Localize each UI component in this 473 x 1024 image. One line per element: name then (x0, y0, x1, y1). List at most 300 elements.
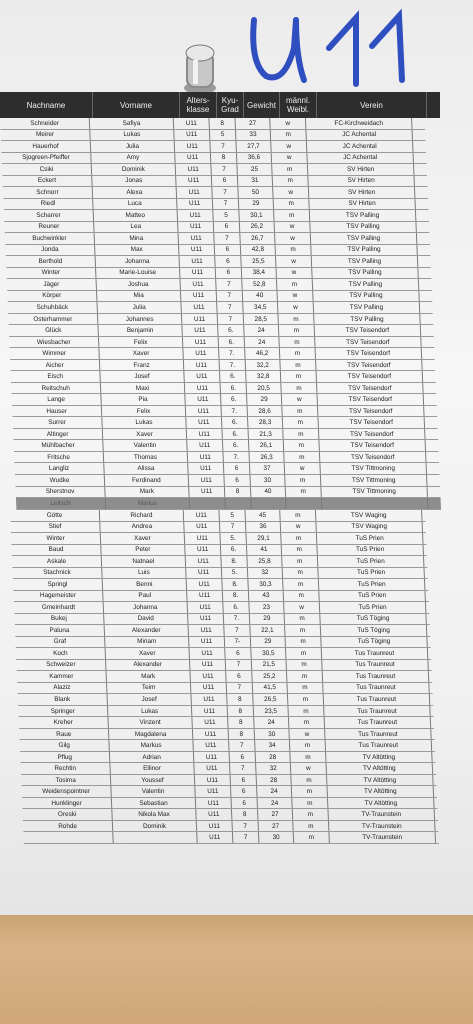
table-row (2, 164, 427, 176)
cell-nachname: Reuner (4, 222, 94, 233)
cell-gewicht: 40 (251, 487, 286, 498)
cell-vorname: Nikola Max (112, 809, 196, 820)
cell-altersklasse: U11 (185, 394, 221, 405)
cell-gewicht: 41,5 (253, 682, 288, 693)
cell-kyu-grad: 6. (223, 440, 249, 451)
cell-kyu-grad: 7 (229, 740, 255, 751)
cell-kyu-grad: 6 (225, 648, 251, 659)
cell-gewicht: 23 (249, 602, 284, 613)
cell-nachname: Aicher (10, 360, 100, 371)
table-row (0, 118, 425, 130)
cell-vorname: Benni (103, 579, 187, 590)
table-row (8, 302, 433, 314)
table-row (4, 210, 429, 222)
cell-verein: TSV Teisendorf (319, 440, 426, 451)
table-row (24, 832, 439, 844)
cell-geschlecht: m (287, 682, 323, 693)
cell-nachname: Wudke (15, 475, 105, 486)
cell-altersklasse: U11 (193, 728, 229, 739)
cell-gewicht: 30 (255, 728, 290, 739)
table-row (19, 717, 434, 729)
table-row (22, 786, 437, 798)
table-row (17, 671, 432, 683)
cell-kyu-grad: 7 (218, 314, 244, 325)
cell-vorname: David (104, 613, 188, 624)
cell-vorname: Adrian (110, 751, 194, 762)
cell-geschlecht: w (275, 222, 311, 233)
cell-kyu-grad: 5 (210, 130, 236, 141)
cell-altersklasse: U11 (187, 590, 223, 601)
cell-altersklasse: U11 (188, 463, 224, 474)
cell-vorname: Mia (97, 291, 181, 302)
cell-nachname: Oreski (23, 809, 113, 820)
table-body-continued (10, 510, 439, 844)
cell-altersklasse: U11 (192, 705, 228, 716)
cell-verein: TV Altötting (327, 774, 434, 785)
cell-altersklasse: U11 (175, 141, 211, 152)
cell-kyu-grad: 7 (210, 141, 236, 152)
table-row (9, 337, 434, 349)
cell-geschlecht: w (285, 463, 321, 474)
cell-gewicht: 25,8 (247, 556, 282, 567)
cell-vorname: Xaver (103, 429, 187, 440)
cell-geschlecht: m (271, 130, 307, 141)
table-row (10, 360, 435, 372)
cell-gewicht: 30,3 (248, 579, 283, 590)
cell-vorname: Sebastian (112, 797, 196, 808)
cell-vorname: Josef (100, 371, 184, 382)
header-verein: Verein (317, 92, 427, 118)
cell-nachname: Blank (18, 694, 108, 705)
cell-gewicht: 26,5 (253, 694, 288, 705)
cell-altersklasse: U11 (196, 797, 232, 808)
cell-kyu-grad: 6 (231, 786, 257, 797)
cell-kyu-grad: 6 (215, 256, 241, 267)
table-row (3, 187, 428, 199)
cell-altersklasse: U11 (196, 809, 232, 820)
cell-gewicht: 26,2 (240, 222, 275, 233)
table-row (18, 705, 433, 717)
cell-kyu-grad: 6 (215, 245, 241, 256)
cell-kyu-grad: 6. (221, 544, 247, 555)
cell-gewicht: 22,1 (250, 625, 285, 636)
table-row (17, 682, 432, 694)
cell-nachname: Reitschuh (11, 383, 101, 394)
cell-vorname: Luis (102, 567, 186, 578)
cell-gewicht (251, 498, 286, 509)
table-row (7, 291, 432, 303)
cell-verein: TSV Teisendorf (319, 429, 426, 440)
cell-nachname: Koch (16, 648, 106, 659)
cell-geschlecht: w (276, 256, 312, 267)
cell-kyu-grad: 8 (232, 809, 258, 820)
cell-geschlecht: m (281, 533, 317, 544)
cell-altersklasse: U11 (189, 487, 225, 498)
header-altersklasse: Alters- klasse (180, 92, 217, 118)
cell-gewicht: 26,3 (249, 452, 284, 463)
cell-geschlecht: m (293, 820, 329, 831)
cell-kyu-grad: 7. (223, 452, 249, 463)
cell-kyu-grad: 6 (212, 176, 238, 187)
cell-geschlecht: m (281, 383, 317, 394)
cell-kyu-grad: 5 (219, 510, 245, 521)
cell-altersklasse: U11 (184, 371, 220, 382)
cell-gewicht: 40 (243, 291, 278, 302)
cell-nachname: Leitsch (16, 498, 106, 509)
cell-gewicht: 34,5 (243, 302, 278, 313)
cell-geschlecht: m (288, 705, 324, 716)
cell-kyu-grad: 8 (228, 717, 254, 728)
cell-altersklasse: U11 (184, 521, 220, 532)
cell-gewicht: 29 (250, 613, 285, 624)
cell-gewicht: 42,8 (241, 245, 276, 256)
cell-altersklasse: U11 (189, 475, 225, 486)
cell-geschlecht (286, 498, 322, 509)
cell-vorname: Markus (109, 740, 193, 751)
cell-gewicht: 28,6 (248, 406, 283, 417)
cell-vorname: Felix (102, 406, 186, 417)
cell-verein: TV-Traunstein (328, 809, 435, 820)
cell-altersklasse: U11 (191, 694, 227, 705)
cell-gewicht: 20,5 (247, 383, 282, 394)
cell-verein: Tus Traunreut (323, 671, 430, 682)
cell-verein: Tus Traunreut (324, 694, 431, 705)
cell-nachname: Lange (12, 394, 102, 405)
cell-geschlecht: m (281, 371, 317, 382)
table-row (22, 797, 437, 809)
cell-nachname: Bukej (14, 613, 104, 624)
cell-verein: TSV Tittmoning (321, 487, 428, 498)
cell-altersklasse: U11 (188, 613, 224, 624)
cell-nachname: Kammer (17, 671, 107, 682)
cell-verein: TSV Palling (310, 210, 417, 221)
cell-vorname: Lukas (108, 705, 192, 716)
cell-nachname: Weidenspointner (22, 786, 112, 797)
cell-kyu-grad: 7 (216, 279, 242, 290)
cell-geschlecht: m (290, 740, 326, 751)
cell-geschlecht: w (281, 521, 317, 532)
cell-verein: TSV Teisendorf (315, 325, 422, 336)
header-kyu-grad: Kyu- Grad (217, 92, 244, 118)
cell-nachname: Buchwinkler (5, 233, 95, 244)
cell-geschlecht: w (276, 268, 312, 279)
cell-vorname: Mark (107, 671, 191, 682)
cell-geschlecht: m (278, 314, 314, 325)
cell-verein: TuS Töging (321, 636, 428, 647)
cell-verein: TSV Waging (316, 510, 423, 521)
cell-nachname: Stief (10, 521, 100, 532)
cell-gewicht: 26,7 (240, 233, 275, 244)
cell-verein (322, 498, 429, 509)
cell-verein: TSV Teisendorf (318, 406, 425, 417)
cell-altersklasse: U11 (197, 832, 233, 843)
cell-vorname: Miriam (105, 636, 189, 647)
cell-vorname: Youssef (111, 774, 195, 785)
cell-gewicht: 36 (246, 521, 281, 532)
cell-verein: Tus Traunreut (323, 682, 430, 693)
cell-kyu-grad: 6. (222, 417, 248, 428)
cell-kyu-grad: 7- (225, 636, 251, 647)
cell-altersklasse: U11 (185, 533, 221, 544)
cell-vorname: Peter (101, 544, 185, 555)
cell-geschlecht: w (272, 153, 308, 164)
cell-nachname: Götte (10, 510, 100, 521)
table-row (19, 728, 434, 740)
cell-nachname: Gmeinhardt (14, 602, 104, 613)
cell-altersklasse: U11 (183, 348, 219, 359)
table-row (2, 176, 427, 188)
cell-vorname: Johannes (98, 314, 182, 325)
cell-altersklasse: U11 (182, 325, 218, 336)
table-row (23, 809, 438, 821)
cell-nachname: Hagemeister (13, 590, 103, 601)
cell-nachname: Csiki (2, 164, 92, 175)
cell-nachname: Stachnick (12, 567, 102, 578)
cell-nachname: Riedl (3, 199, 93, 210)
cell-gewicht: 24 (244, 325, 279, 336)
cell-vorname: Mark (105, 487, 189, 498)
table-row (21, 763, 436, 775)
cell-gewicht: 26,1 (249, 440, 284, 451)
cell-geschlecht: w (270, 118, 306, 129)
table-header (0, 92, 440, 118)
table-row (6, 256, 431, 268)
cell-kyu-grad: 7 (232, 820, 258, 831)
cell-gewicht: 24 (254, 717, 289, 728)
cell-verein: TuS Prien (319, 590, 426, 601)
cell-vorname: Pia (101, 394, 185, 405)
cell-kyu-grad: 7 (230, 763, 256, 774)
cell-geschlecht: w (284, 602, 320, 613)
cell-kyu-grad: 7. (224, 613, 250, 624)
cell-kyu-grad: 7 (217, 302, 243, 313)
cell-geschlecht: m (283, 579, 319, 590)
cell-kyu-grad: 7. (219, 348, 245, 359)
cell-gewicht: 25,2 (252, 671, 287, 682)
cell-geschlecht: m (285, 613, 321, 624)
cell-verein: TuS Prien (317, 533, 424, 544)
cell-kyu-grad: 8 (228, 705, 254, 716)
cell-altersklasse: U11 (180, 279, 216, 290)
cell-altersklasse: U11 (179, 256, 215, 267)
cell-kyu-grad: 7 (213, 199, 239, 210)
table-row (20, 751, 435, 763)
cell-gewicht: 30 (250, 475, 285, 486)
cell-vorname: Matteo (94, 210, 178, 221)
cell-geschlecht: m (289, 717, 325, 728)
cell-geschlecht: m (284, 452, 320, 463)
cell-vorname: Richard (100, 510, 184, 521)
cell-geschlecht: w (278, 302, 314, 313)
cell-vorname: Marie-Louise (96, 268, 180, 279)
cell-nachname: Graf (15, 636, 105, 647)
cell-altersklasse: U11 (194, 751, 230, 762)
cell-verein: TuS Prien (317, 544, 424, 555)
cell-nachname: Wiesbacher (9, 337, 99, 348)
cell-kyu-grad: 8. (222, 579, 248, 590)
cell-geschlecht: m (274, 210, 310, 221)
cell-kyu-grad: 8 (229, 728, 255, 739)
cell-kyu-grad: 6. (220, 371, 246, 382)
cell-altersklasse: U11 (190, 659, 226, 670)
table-row (15, 636, 430, 648)
cell-altersklasse: U11 (179, 245, 215, 256)
cell-verein: TSV Waging (316, 521, 423, 532)
cell-altersklasse: U11 (187, 440, 223, 451)
cell-kyu-grad: 6. (221, 394, 247, 405)
cell-kyu-grad (225, 498, 251, 509)
table-row (12, 406, 437, 418)
cell-gewicht: 46,2 (245, 348, 280, 359)
cell-verein: TSV Tittmoning (320, 463, 427, 474)
cell-gewicht: 33 (236, 130, 271, 141)
cell-altersklasse: U11 (186, 417, 222, 428)
cell-altersklasse: U11 (176, 164, 212, 175)
cell-kyu-grad: 6 (214, 222, 240, 233)
cell-vorname: Natnael (102, 556, 186, 567)
cell-kyu-grad: 6 (224, 475, 250, 486)
table-row (23, 820, 438, 832)
cell-kyu-grad: 6. (219, 337, 245, 348)
cell-altersklasse: U11 (189, 648, 225, 659)
cell-verein: TSV Palling (314, 314, 421, 325)
cell-altersklasse: U11 (179, 233, 215, 244)
cell-geschlecht: m (280, 348, 316, 359)
cell-geschlecht: m (276, 245, 312, 256)
cell-gewicht: 27 (258, 809, 293, 820)
cell-kyu-grad: 6 (216, 268, 242, 279)
table-row (3, 199, 428, 211)
table-row (16, 648, 431, 660)
cell-gewicht: 28 (257, 774, 292, 785)
cell-verein: TV Altötting (327, 763, 434, 774)
cell-gewicht: 32,2 (246, 360, 281, 371)
table-row (11, 383, 436, 395)
cell-gewicht: 30,5 (251, 648, 286, 659)
cell-altersklasse: U11 (185, 544, 221, 555)
cell-geschlecht: m (286, 659, 322, 670)
table-row (7, 279, 432, 291)
cell-nachname: Hauser (12, 406, 102, 417)
cell-vorname: Valentin (103, 440, 187, 451)
cell-vorname: Xaver (99, 348, 183, 359)
cell-verein: Tus Traunreut (325, 728, 432, 739)
cell-vorname: Benjamin (98, 325, 182, 336)
cell-nachname: Surrer (13, 417, 103, 428)
cell-verein: TSV Teisendorf (318, 417, 425, 428)
table-row (11, 544, 426, 556)
table-row (6, 268, 431, 280)
cell-gewicht: 34 (255, 740, 290, 751)
cell-vorname: Luca (93, 199, 177, 210)
cell-gewicht: 32 (256, 763, 291, 774)
cell-geschlecht: w (277, 291, 313, 302)
table-row (12, 556, 427, 568)
cell-nachname: Sherstnov (15, 487, 105, 498)
cell-verein: TV-Traunstein (329, 832, 436, 843)
cell-vorname: Dominik (92, 164, 176, 175)
cell-altersklasse: U11 (192, 717, 228, 728)
cell-verein: Tus Traunreut (324, 705, 431, 716)
table-body (0, 118, 441, 510)
cell-gewicht: 41 (247, 544, 282, 555)
header-gewicht: Gewicht (244, 92, 280, 118)
table-row (15, 475, 440, 487)
table-row (9, 325, 434, 337)
cell-vorname: Franz (100, 360, 184, 371)
table-row (1, 153, 426, 165)
cell-altersklasse: U11 (188, 602, 224, 613)
cell-kyu-grad: 6 (224, 463, 250, 474)
cell-nachname: Jäger (7, 279, 97, 290)
cell-kyu-grad: 7 (212, 187, 238, 198)
cell-verein: TSV Teisendorf (317, 383, 424, 394)
table-row (13, 429, 438, 441)
cell-geschlecht: m (291, 774, 327, 785)
cell-gewicht: 29 (251, 636, 286, 647)
cell-gewicht: 27 (258, 820, 293, 831)
cell-gewicht: 28,3 (248, 417, 283, 428)
cell-nachname: Glück (9, 325, 99, 336)
cell-nachname: Winter (6, 268, 96, 279)
cell-kyu-grad: 5 (213, 210, 239, 221)
cell-verein: TuS Prien (318, 556, 425, 567)
table-row (12, 394, 437, 406)
cell-kyu-grad: 7 (233, 832, 259, 843)
cell-gewicht: 30,1 (239, 210, 274, 221)
table-row (5, 233, 430, 245)
cell-vorname: Valentin (111, 786, 195, 797)
cell-verein: TSV Teisendorf (317, 394, 424, 405)
cell-verein: SV Hirten (308, 164, 415, 175)
cell-geschlecht: m (285, 475, 321, 486)
cell-altersklasse: U11 (183, 337, 219, 348)
cell-altersklasse: U11 (182, 314, 218, 325)
cell-vorname: Alexander (105, 625, 189, 636)
participant-table (0, 92, 440, 843)
cell-vorname: Johanna (96, 256, 180, 267)
cell-verein: JC Achental (306, 130, 413, 141)
cell-altersklasse: U11 (187, 429, 223, 440)
cell-nachname: Mühlbacher (14, 440, 104, 451)
cell-altersklasse: U11 (174, 118, 210, 129)
cell-vorname: Lea (94, 222, 178, 233)
cell-geschlecht: m (287, 671, 323, 682)
cell-altersklasse: U11 (195, 774, 231, 785)
cell-nachname: Raue (19, 728, 109, 739)
cell-nachname: Osterhammer (8, 314, 98, 325)
cell-gewicht: 28,5 (244, 314, 279, 325)
cell-geschlecht: m (286, 487, 322, 498)
cell-verein: TSV Palling (314, 302, 421, 313)
table-row (12, 567, 427, 579)
cell-altersklasse: U11 (178, 210, 214, 221)
cell-gewicht: 25 (237, 164, 272, 175)
cell-verein: TV Altötting (326, 751, 433, 762)
cell-geschlecht: w (291, 763, 327, 774)
cell-altersklasse: U11 (176, 176, 212, 187)
cell-verein: TSV Teisendorf (320, 452, 427, 463)
cell-geschlecht: m (283, 429, 319, 440)
cell-gewicht: 25,5 (241, 256, 276, 267)
cell-verein: TSV Palling (311, 245, 418, 256)
cell-altersklasse: U11 (186, 556, 222, 567)
cell-nachname: Sjogreen-Pfeiffer (1, 153, 91, 164)
cell-gewicht: 24 (245, 337, 280, 348)
table-row (10, 348, 435, 360)
cell-verein: TuS Töging (321, 625, 428, 636)
table-row (20, 740, 435, 752)
